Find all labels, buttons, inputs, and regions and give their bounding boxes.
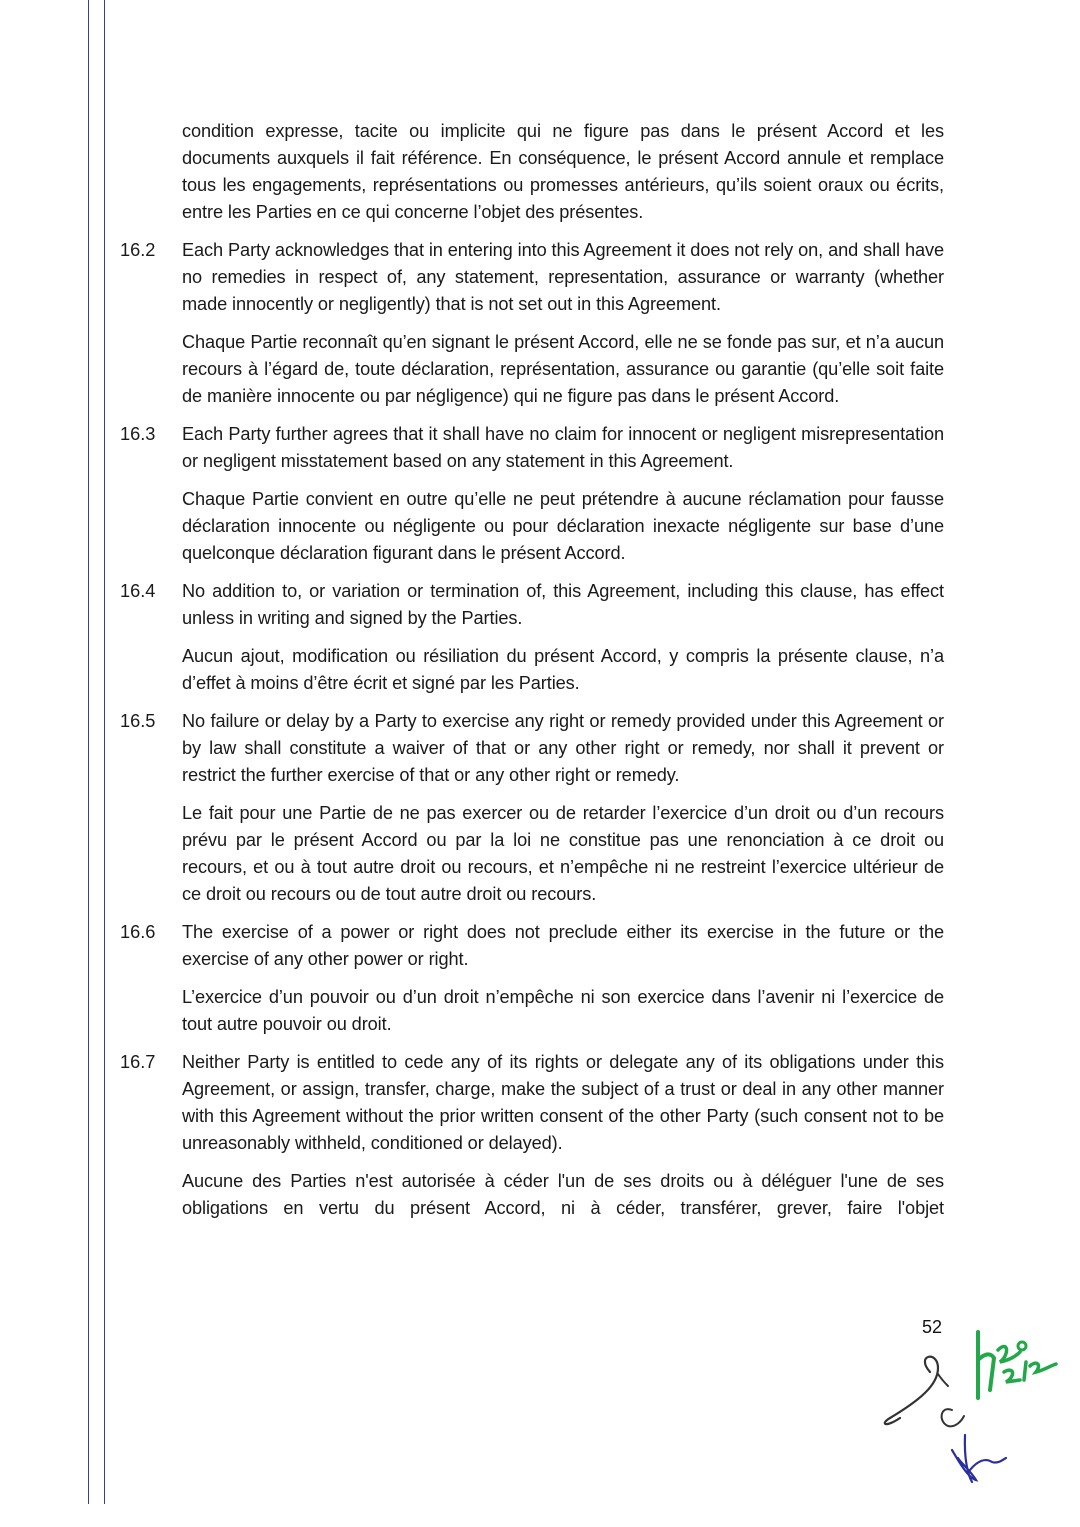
- clause-text-english: No addition to, or variation or termination of, this Agreement, including this clause, has effect unless in writing and signed by the Parties.: [182, 581, 944, 628]
- clause-16-5: [120, 708, 944, 908]
- clause-text-french: Aucun ajout, modification ou résiliation du présent Accord, y compris la présente clause, n’a d’effet à moins d’être écrit et signé par les Parties.: [182, 646, 944, 693]
- clause-number: 16.5: [120, 711, 156, 731]
- clause-text-french: Le fait pour une Partie de ne pas exercer ou de retarder l’exercice d’un droit ou d’un recours prévu par le présent Accord ou par la loi ne constitue pas une renonciation à ce droit ou recours, et ou à tout autre droit ou recours, et n’empêche ni ne restreint l’exercice ultérieur de ce droit ou recours ou de tout autre droit ou recours.: [182, 803, 944, 904]
- clause-text-french: Aucune des Parties n'est autorisée à céder l'un de ses droits ou à déléguer l'une de ses obligations en vertu du présent Accord, ni à céder, transférer, grever, faire l'objet: [182, 1171, 944, 1218]
- clause-text-english: No failure or delay by a Party to exercise any right or remedy provided under this Agreement or by law shall constitute a waiver of that or any other right or remedy, nor shall it prevent or restrict the further exercise of that or any other right or remedy.: [182, 711, 944, 785]
- clause-text-english: Neither Party is entitled to cede any of its rights or delegate any of its obligations under this Agreement, or assign, transfer, charge, make the subject of a trust or deal in any other manner with this Agreement without the prior written consent of the other Party (such consent not to be unreasonably withheld, conditioned or delayed).: [182, 1052, 944, 1153]
- clause-text-french: Chaque Partie convient en outre qu’elle ne peut prétendre à aucune réclamation pour fausse déclaration innocente ou négligente ou pour déclaration inexacte négligente sur base d’une quelconque déclaration figurant dans le présent Accord.: [182, 489, 944, 563]
- clause-number: 16.7: [120, 1052, 156, 1072]
- clause-text-french: Chaque Partie reconnaît qu’en signant le présent Accord, elle ne se fonde pas sur, et n’a aucun recours à l’égard de, toute déclaration, représentation, assurance ou garantie (qu’elle soit faite de manière innocente ou par négligence) qui ne figure pas dans le présent Accord.: [182, 332, 944, 406]
- clause-text-english: The exercise of a power or right does not preclude either its exercise in the future or the exercise of any other power or right.: [182, 922, 944, 969]
- clause-number: 16.6: [120, 922, 156, 942]
- document-page: [120, 118, 944, 1233]
- clause-16-6: [120, 919, 944, 1038]
- clause-text-french: L’exercice d’un pouvoir ou d’un droit n’empêche ni son exercice dans l’avenir ni l’exercice de tout autre pouvoir ou droit.: [182, 987, 944, 1034]
- clause-16-7: [120, 1049, 944, 1222]
- clause-number: 16.3: [120, 424, 156, 444]
- clause-number: 16.4: [120, 581, 156, 601]
- clause-16-4: [120, 578, 944, 697]
- clause-16-3: [120, 421, 944, 567]
- margin-rule-right: [104, 0, 105, 1504]
- intro-paragraph-french: condition expresse, tacite ou implicite qui ne figure pas dans le présent Accord et les documents auxquels il fait référence. En conséquence, le présent Accord annule et remplace tous les engagements, représentations ou promesses antérieurs, qu’ils soient oraux ou écrits, entre les Parties en ce qui concerne l’objet des présentes.: [182, 121, 944, 222]
- clause-16-2: [120, 237, 944, 410]
- initials-block: [860, 1310, 1080, 1510]
- clause-text-english: Each Party acknowledges that in entering into this Agreement it does not rely on, and shall have no remedies in respect of, any statement, representation, assurance or warranty (whether made innocently or negligently) that is not set out in this Agreement.: [182, 240, 944, 314]
- margin-rule-left: [88, 0, 89, 1504]
- clause-text-english: Each Party further agrees that it shall have no claim for innocent or negligent misrepresentation or negligent misstatement based on any statement in this Agreement.: [182, 424, 944, 471]
- handwritten-initials-icon: [860, 1310, 1080, 1510]
- page-number: 52: [922, 1317, 943, 1337]
- clause-number: 16.2: [120, 240, 156, 260]
